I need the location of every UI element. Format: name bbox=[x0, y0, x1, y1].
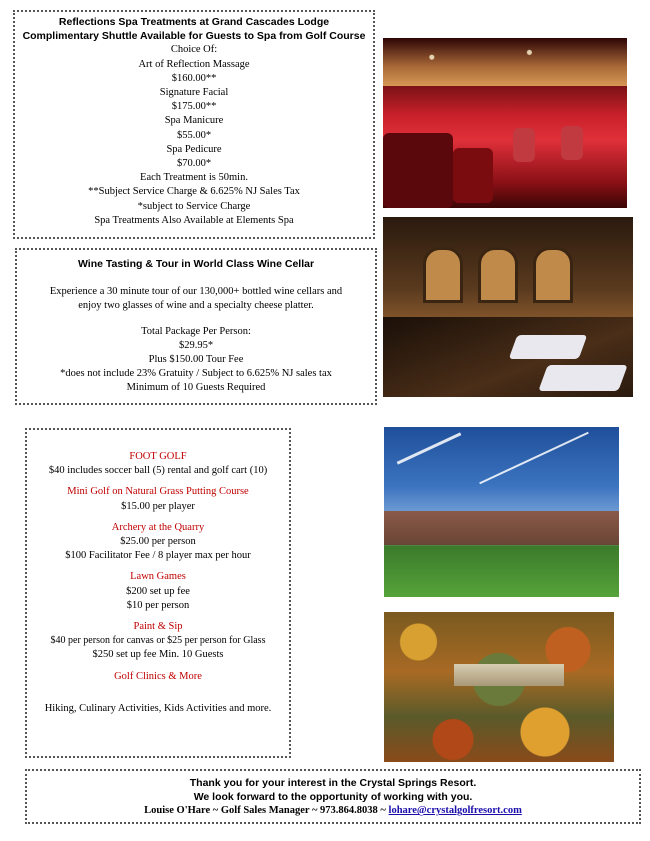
wine-tasting-box bbox=[15, 248, 377, 405]
email-link[interactable]: lohare@crystalgolfresort.com bbox=[388, 805, 522, 817]
activity-title: Paint & Sip bbox=[133, 621, 183, 633]
wine-description: Experience a 30 minute tour of our 130,000+ bottled wine cellars and bbox=[49, 286, 343, 298]
wine-description: enjoy two glasses of wine and a specialty cheese platter. bbox=[78, 300, 314, 312]
spa-treatments-box bbox=[13, 10, 375, 239]
activity-detail: $250 set up fee Min. 10 Guests bbox=[92, 649, 224, 661]
wine-title: Wine Tasting & Tour in World Class Wine Cellar bbox=[77, 258, 315, 270]
spa-line: $70.00* bbox=[176, 158, 212, 170]
activity-title: Lawn Games bbox=[130, 571, 186, 583]
spa-line: Each Treatment is 50min. bbox=[140, 172, 248, 184]
activity-title: Mini Golf on Natural Grass Putting Course bbox=[67, 486, 249, 498]
wine-tax-note: *does not include 23% Gratuity / Subject to 6.625% NJ sales tax bbox=[60, 368, 332, 380]
activity-detail: $40 per person for canvas or $25 per person for Glass bbox=[50, 635, 266, 647]
spa-line: $160.00** bbox=[171, 72, 217, 84]
spa-line: Art of Reflection Massage bbox=[138, 58, 250, 70]
activity-detail: $15.00 per player bbox=[121, 500, 195, 512]
spa-shuttle-note: Complimentary Shuttle Available for Guests to Spa from Golf Course bbox=[22, 30, 366, 43]
wine-minimum: Minimum of 10 Guests Required bbox=[126, 382, 266, 394]
activity-title: FOOT GOLF bbox=[129, 451, 187, 462]
spa-line: Signature Facial bbox=[159, 87, 229, 99]
look-forward-line: We look forward to the opportunity of working with you. bbox=[193, 791, 473, 804]
spa-line: *subject to Service Charge bbox=[137, 200, 251, 212]
activity-detail: $200 set up fee bbox=[126, 585, 190, 597]
spa-line: $55.00* bbox=[176, 129, 212, 141]
activity-detail: $10 per person bbox=[126, 599, 190, 611]
activity-detail: $100 Facilitator Fee / 8 player max per hour bbox=[65, 550, 251, 562]
activity-detail: $40 includes soccer ball (5) rental and golf cart (10) bbox=[48, 465, 268, 477]
spa-line: Choice Of: bbox=[170, 44, 218, 56]
spa-room-photo bbox=[383, 38, 627, 208]
wine-package-label: Total Package Per Person: bbox=[141, 325, 251, 337]
activity-detail: $25.00 per person bbox=[120, 536, 196, 548]
wine-tour-fee: Plus $150.00 Tour Fee bbox=[148, 354, 244, 366]
spa-line: Spa Manicure bbox=[164, 115, 224, 127]
activities-footer: Hiking, Culinary Activities, Kids Activities and more. bbox=[44, 702, 272, 714]
spa-line: Spa Pedicure bbox=[166, 143, 222, 155]
spa-title: Reflections Spa Treatments at Grand Cascades Lodge bbox=[58, 16, 330, 28]
activity-title: Archery at the Quarry bbox=[111, 521, 205, 533]
contact-line bbox=[27, 804, 639, 818]
autumn-resort-photo bbox=[384, 612, 614, 762]
activities-box bbox=[25, 428, 291, 758]
contact-footer-box bbox=[25, 769, 641, 824]
spa-line: $175.00** bbox=[171, 101, 217, 113]
contact-text: Louise O'Hare ~ Golf Sales Manager ~ 973.864.8038 ~ bbox=[144, 805, 389, 817]
wine-price: $29.95* bbox=[178, 339, 214, 351]
activity-title: Golf Clinics & More bbox=[114, 670, 202, 682]
spa-line: Spa Treatments Also Available at Elements Spa bbox=[94, 214, 294, 226]
wine-cellar-dining-photo bbox=[383, 217, 633, 397]
resort-lawn-photo bbox=[384, 427, 619, 597]
thank-you-line: Thank you for your interest in the Crystal Springs Resort. bbox=[189, 777, 477, 789]
spa-line: **Subject Service Charge & 6.625% NJ Sales Tax bbox=[88, 186, 300, 198]
